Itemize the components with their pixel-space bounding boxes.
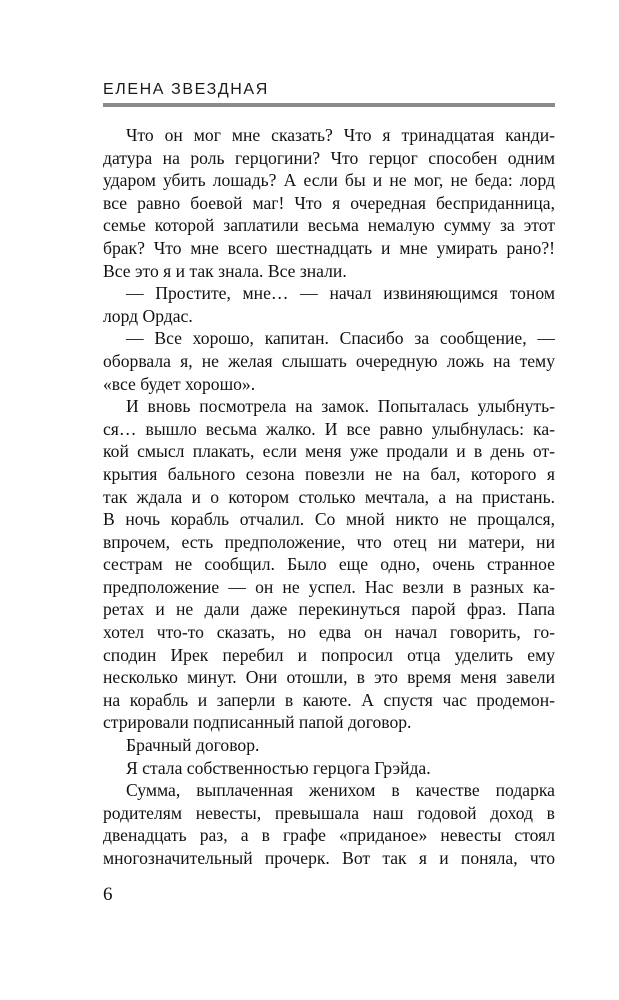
page-body <box>103 124 555 870</box>
text-line: ся… вышло весьма жалко. И все равно улыбнулась: ка- <box>103 418 555 439</box>
paragraph <box>103 327 555 395</box>
text-line: ударом убить лошадь? А если бы и не мог, не беда: лорд <box>103 170 555 191</box>
text-line: «все будет хорошо». <box>103 373 256 394</box>
text-line: стрировали подписанный папой договор. <box>103 712 412 733</box>
text-line: все равно боевой маг! Что я очередная бесприданница, <box>103 192 555 213</box>
text-line: семье которой заплатили весьма немалую сумму за этот <box>103 215 555 236</box>
text-line: впрочем, есть предположение, что отец ни матери, ни <box>103 531 555 552</box>
text-line: оборвала я, не желая слышать очередную ложь на тему <box>103 350 555 371</box>
header-rule <box>103 103 555 107</box>
text-line: Сумма, выплаченная женихом в качестве подарка <box>126 780 555 801</box>
text-line: Все это я и так знала. Все знали. <box>103 260 347 281</box>
text-line: многозначительный прочерк. Вот так я и поняла, что <box>103 848 555 868</box>
text-line: лорд Ордас. <box>103 305 193 326</box>
text-line: крытия бального сезона повезли не на бал, которого я <box>103 463 555 484</box>
text-line: сестрам не сообщил. Было еще одно, очень странное <box>103 554 555 575</box>
page-number: 6 <box>103 884 113 905</box>
paragraph <box>103 282 555 327</box>
text-line: несколько минут. Они отошли, в это время меня завели <box>103 667 555 688</box>
text-line: так ждала и о котором столько мечтала, а на пристань. <box>103 486 555 507</box>
paragraph <box>103 779 555 869</box>
text-line: двенадцать раз, а в графе «приданое» невесты стоял <box>103 825 555 846</box>
text-line: В ночь корабль отчалил. Со мной никто не прощался, <box>103 509 555 530</box>
text-line: ретах и не дали даже перекинуться парой фраз. Папа <box>103 599 555 620</box>
paragraph <box>103 395 555 734</box>
text-line: кой смысл плакать, если меня уже продали и в день от- <box>103 441 555 462</box>
paragraph <box>103 734 555 757</box>
text-line: — Простите, мне… — начал извиняющимся тоном <box>126 283 555 304</box>
text-line: Брачный договор. <box>126 735 260 756</box>
text-line: на корабль и заперли в каюте. А спустя час продемон- <box>103 689 555 710</box>
paragraph <box>103 124 555 282</box>
paragraph <box>103 757 555 780</box>
text-line: Я стала собственностью герцога Грэйда. <box>126 757 431 778</box>
text-line: И вновь посмотрела на замок. Попыталась улыбнуть- <box>126 396 555 417</box>
text-line: предположение — он не успел. Нас везли в разных ка- <box>103 576 555 597</box>
text-line: родителям невесты, превышала наш годовой доход в <box>103 802 555 823</box>
text-line: брак? Что мне всего шестнадцать и мне умирать рано?! <box>103 237 555 258</box>
running-header-author: ЕЛЕНА ЗВЕЗДНАЯ <box>103 81 269 98</box>
text-line: сподин Ирек перебил и попросил отца уделить ему <box>103 644 555 665</box>
text-line: датура на роль герцогини? Что герцог способен одним <box>103 147 555 168</box>
text-line: Что он мог мне сказать? Что я тринадцатая канди- <box>126 125 555 145</box>
text-line: хотел что-то сказать, но едва он начал говорить, го- <box>103 622 555 643</box>
text-line: — Все хорошо, капитан. Спасибо за сообщение, — <box>126 328 555 349</box>
